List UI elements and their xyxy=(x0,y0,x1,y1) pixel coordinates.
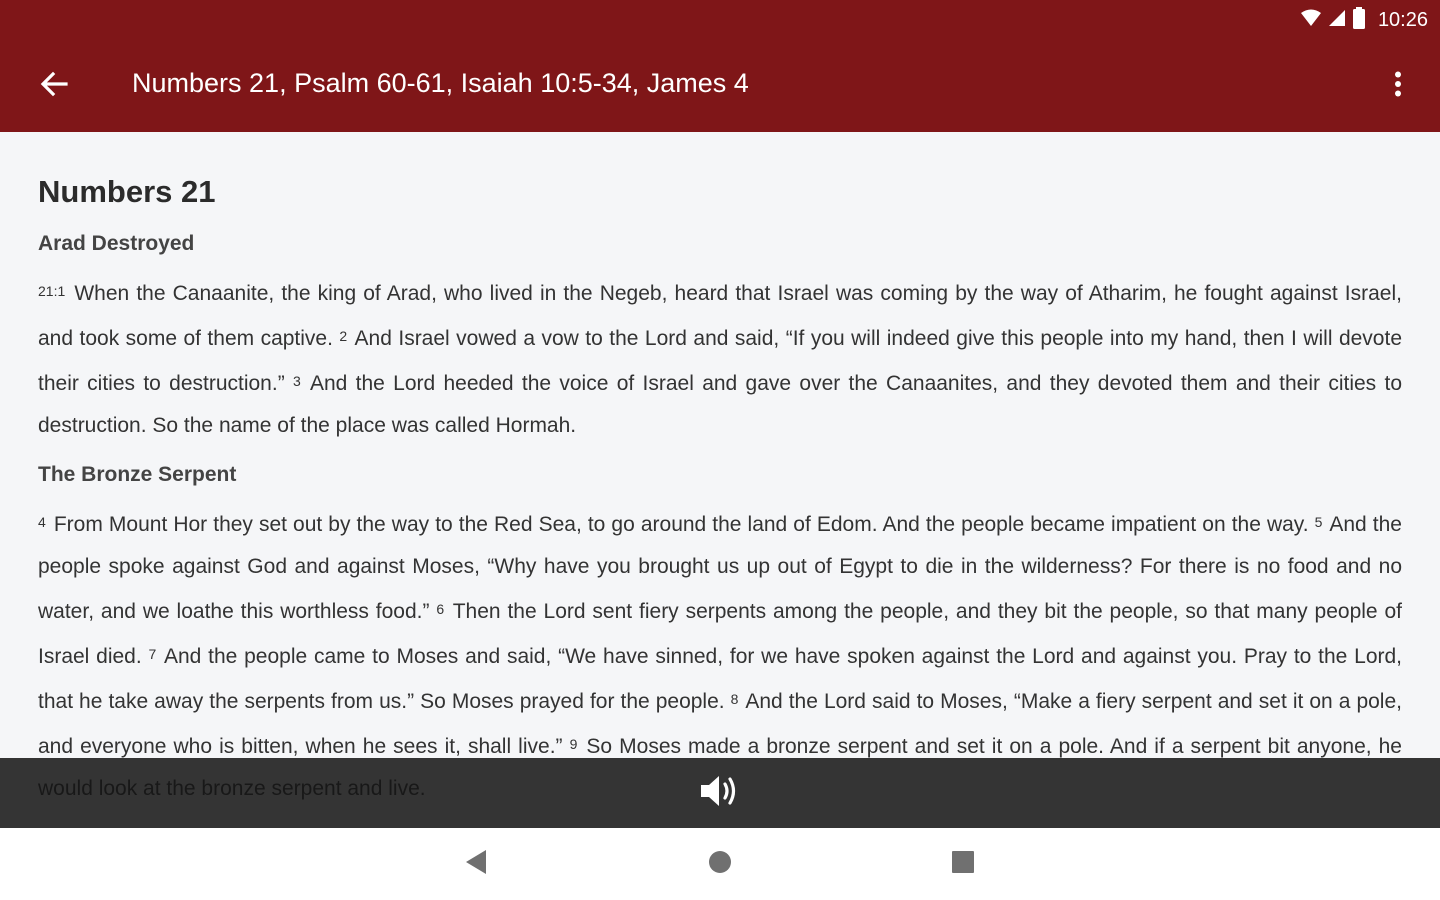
audio-play-button[interactable] xyxy=(694,770,746,816)
signal-icon xyxy=(1328,9,1346,32)
audio-bar xyxy=(0,758,1440,828)
verse-text: And the people came to Moses and said, “We have sinned, for we have spoken against the Lord and against you. Pray to the Lord, that he take away the serpents from us.” So Moses prayed for the people. xyxy=(38,645,1402,713)
app-bar xyxy=(0,40,1440,132)
verse-number: 6 xyxy=(436,601,445,617)
verse-text: And the Lord said to Moses, “Make a fiery serpent and set it on a pole, and everyone who is bitten, when he sees it, shall live.” xyxy=(38,690,1402,758)
verse-text: And the people spoke against God and against Moses, “Why have you brought us up out of Egypt to die in the wilderness? For there is no food and no water, and we loathe this worthless food.” xyxy=(38,513,1402,623)
nav-home-button[interactable] xyxy=(696,842,744,886)
verse-number: 4 xyxy=(38,514,46,530)
section-heading: Arad Destroyed xyxy=(38,232,195,255)
more-vert-icon xyxy=(1394,71,1402,102)
reading-content[interactable] xyxy=(38,132,1402,828)
verse-text: From Mount Hor they set out by the way to the Red Sea, to go around the land of Edom. And the people became impatient on the way. xyxy=(53,513,1309,536)
status-time: 10:26 xyxy=(1377,8,1428,31)
verse-text: So Moses made a bronze serpent and set it on a pole. And if a serpent bit anyone, he xyxy=(586,735,1402,758)
verse-text: When the Canaanite, the king of Arad, who lived in the Negeb, heard that Israel was coming by the way of Atharim, he fought against Israel, and took some of them captive. xyxy=(38,282,1402,350)
verse-text: Then the Lord sent fiery serpents among the people, and they bit the people, so that many people of Israel died. xyxy=(38,600,1402,668)
verse-number: 3 xyxy=(293,373,301,389)
verse-text: And the Lord heeded the voice of Israel and gave over the Canaanites, and they devoted them and their cities to destruction. So the name of the place was called Hormah. xyxy=(38,372,1402,437)
status-icons xyxy=(1300,6,1428,34)
verse-number: 7 xyxy=(148,646,157,662)
chapter-title: Numbers 21 xyxy=(38,174,216,209)
wifi-icon xyxy=(1300,9,1322,32)
verse-number: 21:1 xyxy=(38,283,66,299)
verse-number: 2 xyxy=(339,328,348,344)
app-title: Numbers 21, Psalm 60-61, Isaiah 10:5-34, James 4 xyxy=(132,68,749,98)
system-nav-bar xyxy=(0,828,1440,900)
verse-number: 8 xyxy=(730,691,739,707)
arrow-back-icon xyxy=(39,71,69,102)
verse-text: And Israel vowed a vow to the Lord and said, “If you will indeed give this people into my hand, then I will devote their cities to destruction.” xyxy=(38,327,1402,395)
status-bar xyxy=(0,0,1440,40)
back-button[interactable] xyxy=(26,64,82,108)
section-heading: The Bronze Serpent xyxy=(38,463,237,486)
speaker-icon xyxy=(698,771,742,816)
nav-recents-button[interactable] xyxy=(939,842,987,886)
nav-back-icon xyxy=(464,849,488,880)
passage-paragraph xyxy=(38,270,1402,447)
nav-home-icon xyxy=(708,850,732,879)
nav-back-button[interactable] xyxy=(452,842,500,886)
verse-number: 9 xyxy=(569,736,578,752)
nav-recents-icon xyxy=(951,850,975,879)
verse-number: 5 xyxy=(1314,514,1323,530)
battery-icon xyxy=(1352,7,1366,34)
overflow-menu-button[interactable] xyxy=(1378,64,1418,108)
